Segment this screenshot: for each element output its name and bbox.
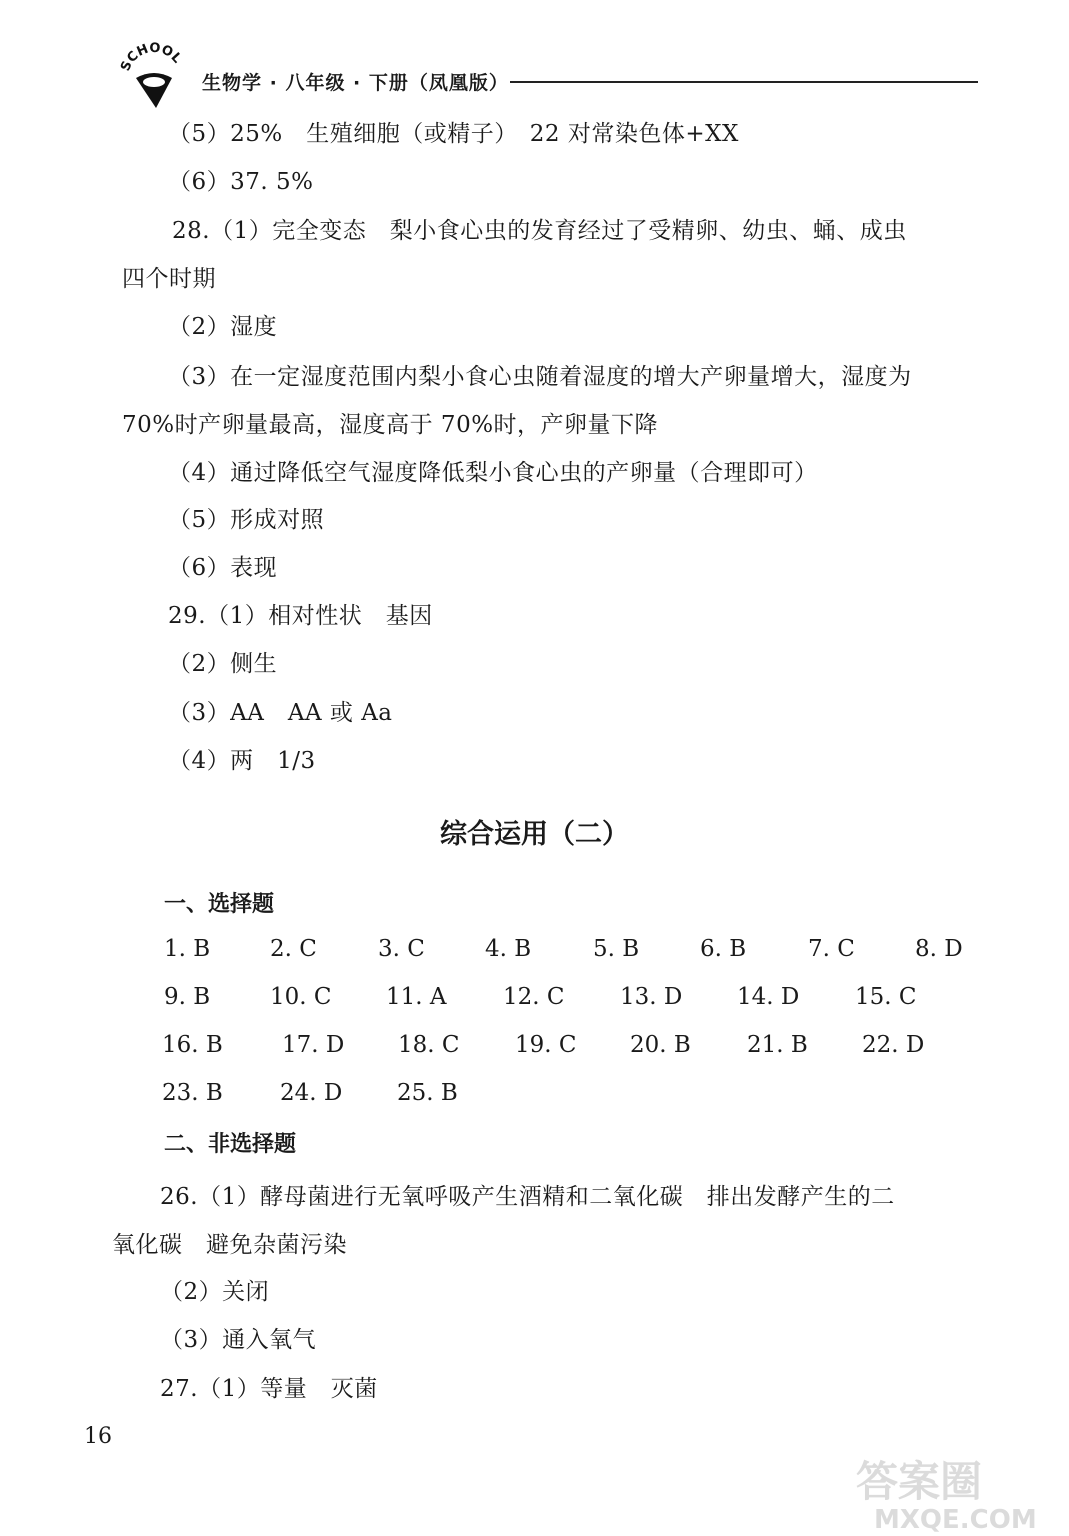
choice-answer: 21. B bbox=[747, 1032, 808, 1058]
choice-answer: 24. D bbox=[280, 1080, 343, 1106]
answer-line: 28.（1）完全变态 梨小食心虫的发育经过了受精卵、幼虫、蛹、成虫 bbox=[172, 218, 907, 244]
watermark-url: MXQE.COM bbox=[874, 1505, 1037, 1534]
logo-text: SCHOOL bbox=[118, 40, 185, 74]
watermark-logo bbox=[850, 1448, 1065, 1534]
section-title: 综合运用（二） bbox=[440, 819, 629, 850]
answer-line: （2）湿度 bbox=[168, 314, 278, 340]
answer-line: 氧化碳 避免杂菌污染 bbox=[112, 1232, 347, 1258]
choice-answer: 7. C bbox=[808, 936, 855, 962]
answer-line: 29.（1）相对性状 基因 bbox=[168, 603, 433, 629]
choice-answer: 3. C bbox=[378, 936, 425, 962]
choice-heading: 一、选择题 bbox=[164, 892, 275, 917]
svg-text:SCHOOL bbox=[118, 41, 184, 74]
answer-line: 27.（1）等量 灭菌 bbox=[160, 1376, 378, 1402]
answer-line: （2）侧生 bbox=[168, 651, 278, 677]
choice-answer: 13. D bbox=[620, 984, 683, 1010]
choice-answer: 11. A bbox=[386, 984, 447, 1010]
answer-line: （6）表现 bbox=[168, 555, 278, 581]
choice-answer: 22. D bbox=[862, 1032, 925, 1058]
choice-answer: 2. C bbox=[270, 936, 317, 962]
answer-line: （3）在一定湿度范围内梨小食心虫随着湿度的增大产卵量增大，湿度为 bbox=[168, 364, 912, 390]
choice-answer: 5. B bbox=[593, 936, 640, 962]
choice-answer: 12. C bbox=[503, 984, 565, 1010]
page-number: 16 bbox=[84, 1424, 112, 1449]
choice-answer: 20. B bbox=[630, 1032, 691, 1058]
answer-line: 70%时产卵量最高，湿度高于 70%时，产卵量下降 bbox=[122, 412, 659, 438]
choice-answer: 25. B bbox=[397, 1080, 458, 1106]
choice-answer: 23. B bbox=[162, 1080, 223, 1106]
header-rule bbox=[510, 81, 978, 83]
answer-line: 26.（1）酵母菌进行无氧呼吸产生酒精和二氧化碳 排出发酵产生的二 bbox=[160, 1184, 895, 1210]
answer-line: 四个时期 bbox=[122, 266, 216, 292]
nonchoice-heading: 二、非选择题 bbox=[164, 1132, 297, 1157]
answer-line: （5）25% 生殖细胞（或精子） 22 对常染色体+XX bbox=[168, 121, 739, 147]
choice-answer: 17. D bbox=[282, 1032, 345, 1058]
choice-answer: 18. C bbox=[398, 1032, 460, 1058]
choice-answer: 1. B bbox=[164, 936, 211, 962]
choice-answer: 10. C bbox=[270, 984, 332, 1010]
header-title: 生物学 · 八年级 · 下册（凤凰版） bbox=[202, 72, 509, 94]
choice-answer: 15. C bbox=[855, 984, 917, 1010]
choice-answer: 4. B bbox=[485, 936, 532, 962]
answer-line: （3）通入氧气 bbox=[160, 1327, 317, 1353]
choice-answer: 6. B bbox=[700, 936, 747, 962]
choice-answer: 14. D bbox=[737, 984, 800, 1010]
answer-line: （4）通过降低空气湿度降低梨小食心虫的产卵量（合理即可） bbox=[168, 460, 818, 486]
answer-line: （6）37. 5% bbox=[168, 169, 314, 195]
answer-line: （2）关闭 bbox=[160, 1279, 270, 1305]
choice-answer: 19. C bbox=[515, 1032, 577, 1058]
watermark-main: 答案圈 bbox=[856, 1457, 983, 1506]
choice-answer: 16. B bbox=[162, 1032, 223, 1058]
answer-line: （4）两 1/3 bbox=[168, 748, 316, 774]
choice-answer: 9. B bbox=[164, 984, 211, 1010]
school-logo bbox=[118, 38, 190, 110]
answer-line: （3）AA AA 或 Aa bbox=[168, 700, 393, 726]
answer-line: （5）形成对照 bbox=[168, 507, 325, 533]
choice-answer: 8. D bbox=[915, 936, 963, 962]
